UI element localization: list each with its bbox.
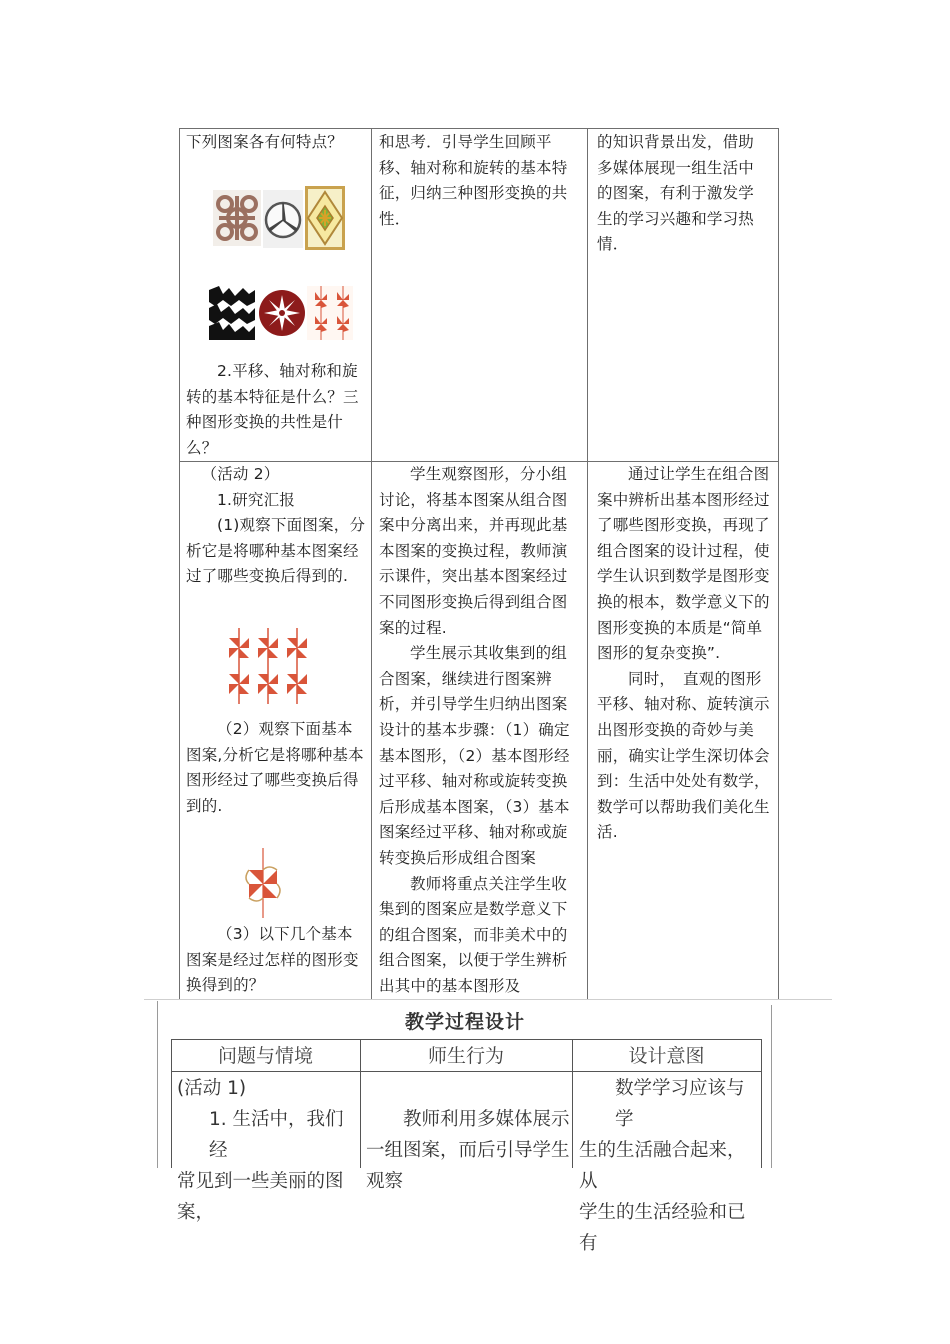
table-border-right — [778, 128, 779, 1000]
row2-col1 — [186, 462, 366, 590]
pinwheel-pattern-icon — [223, 628, 313, 704]
horse-frieze-icon — [209, 286, 255, 340]
table2-col1-line-1: (活动 1) — [177, 1078, 247, 1099]
question-2: 2.平移、轴对称和旋转的基本特征是什么？三种图形变换的共性是什么？ — [186, 362, 359, 457]
row1-col1 — [186, 130, 366, 156]
lesson-table — [179, 128, 779, 1000]
row2-col1-sub3 — [186, 922, 366, 999]
chinese-knot-icon — [213, 190, 261, 246]
row1-col2 — [379, 130, 582, 232]
red-flower-medallion-icon — [259, 290, 305, 336]
table-divider-1 — [371, 128, 372, 1000]
table2-header-bottom — [171, 1071, 761, 1072]
table-border-left — [179, 128, 180, 1000]
table2-header-2: 师生行为 — [427, 1045, 504, 1067]
row2-col2-paragraph-1: 学生观察图形，分小组讨论，将基本图案从组合图案中分离出来，并再现此基本图案的变换过程，教师演示课件，突出基本图案经过不同图形变换后得到组合图案的过程. — [379, 465, 568, 637]
sub-question-2: （2）观察下面基本图案,分析它是将哪种基本图形经过了哪些变换后得到的. — [186, 720, 364, 815]
table2-header-top — [171, 1039, 761, 1040]
table2-col1-line-2: 1. 生活中，我们经 — [209, 1109, 344, 1161]
row2-col2-paragraph-2: 学生展示其收集到的组合图案，继续进行图案辨析，并引导学生归纳出图案设计的基本步骤：（1）确定基本图形，（2）基本图形经过平移、轴对称或旋转变换后形成基本图案，（3）基本图案经过平移、轴对称或旋转变换后形成组合图案 — [379, 644, 570, 867]
table2-col2: 教师利用多媒体展示一组图案，而后引导学生观察 — [366, 1109, 570, 1192]
table2-col3 — [579, 1073, 761, 1259]
row1-design-intent-text: 的知识背景出发，借助多媒体展现一组生活中的图案，有利于激发学生的学习兴趣和学习热情． — [597, 133, 755, 254]
table2-header-1: 问题与情境 — [217, 1045, 313, 1067]
row2-col3 — [597, 462, 773, 846]
research-report-item: 1.研究汇报 — [217, 490, 295, 509]
activity-2-label: （活动 2） — [201, 465, 280, 483]
row1-col1-q2 — [186, 359, 366, 461]
table2-header-3: 设计意图 — [628, 1045, 705, 1067]
table2-inner-right — [761, 1039, 762, 1168]
pinwheel-basic-icon — [235, 848, 291, 918]
row2-col2-paragraph-3: 教师将重点关注学生收集到的图案应是数学意义下的组合图案，而非美术中的组合图案，以便于学生辨析出其中的基本图形及 — [379, 874, 568, 995]
table2-col3-line-2: 生的生活融合起来，从 — [579, 1140, 746, 1192]
row2-col2 — [379, 462, 582, 999]
row2-col3-paragraph-2: 同时， 直观的图形平移、轴对称、旋转演示出图形变换的奇妙与美丽，确实让学生深切体会到：生活中处处有数学，数学可以帮助我们美化生活. — [597, 669, 770, 842]
table2-col1 — [177, 1073, 361, 1228]
row1-col3 — [597, 130, 769, 258]
table-border-top — [179, 128, 779, 129]
table2-title: 教学过程设计 — [404, 1011, 525, 1033]
pattern-icons-row-a — [209, 184, 349, 254]
pattern-icons-row-b — [209, 280, 354, 346]
teaching-process-table — [157, 1001, 773, 1254]
row2-col3-paragraph-1: 通过让学生在组合图案中辨析出基本图形经过了哪些图形变换，再现了组合图案的设计过程，使学生认识到数学是图形变换的根本，数学意义下的图形变换的本质是“简单图形的复杂变换”. — [597, 465, 770, 663]
table-divider-2 — [587, 128, 588, 1000]
pinwheel-grid-icon — [307, 286, 353, 340]
row2-col1-sub2 — [186, 717, 366, 819]
row1-teacher-student-text: 和思考．引导学生回顾平移、轴对称和旋转的基本特征，归纳三种图形变换的共性． — [379, 133, 568, 228]
diamond-tile-icon — [305, 186, 345, 250]
sub-question-1: (1)观察下面图案，分析它是将哪种基本图案经过了哪些变换后得到的. — [186, 516, 366, 586]
section-separator — [144, 999, 832, 1000]
mercedes-star-icon — [263, 190, 303, 248]
table2-col1-line-3: 常见到一些美丽的图案， — [177, 1171, 344, 1223]
question-1: 下列图案各有何特点？ — [186, 133, 344, 151]
table2-col3-line-1: 数学学习应该与学 — [615, 1078, 745, 1130]
sub-question-3: （3）以下几个基本图案是经过怎样的图形变换得到的？ — [186, 925, 359, 995]
table2-col3-line-3: 学生的生活经验和已有 — [579, 1202, 746, 1254]
